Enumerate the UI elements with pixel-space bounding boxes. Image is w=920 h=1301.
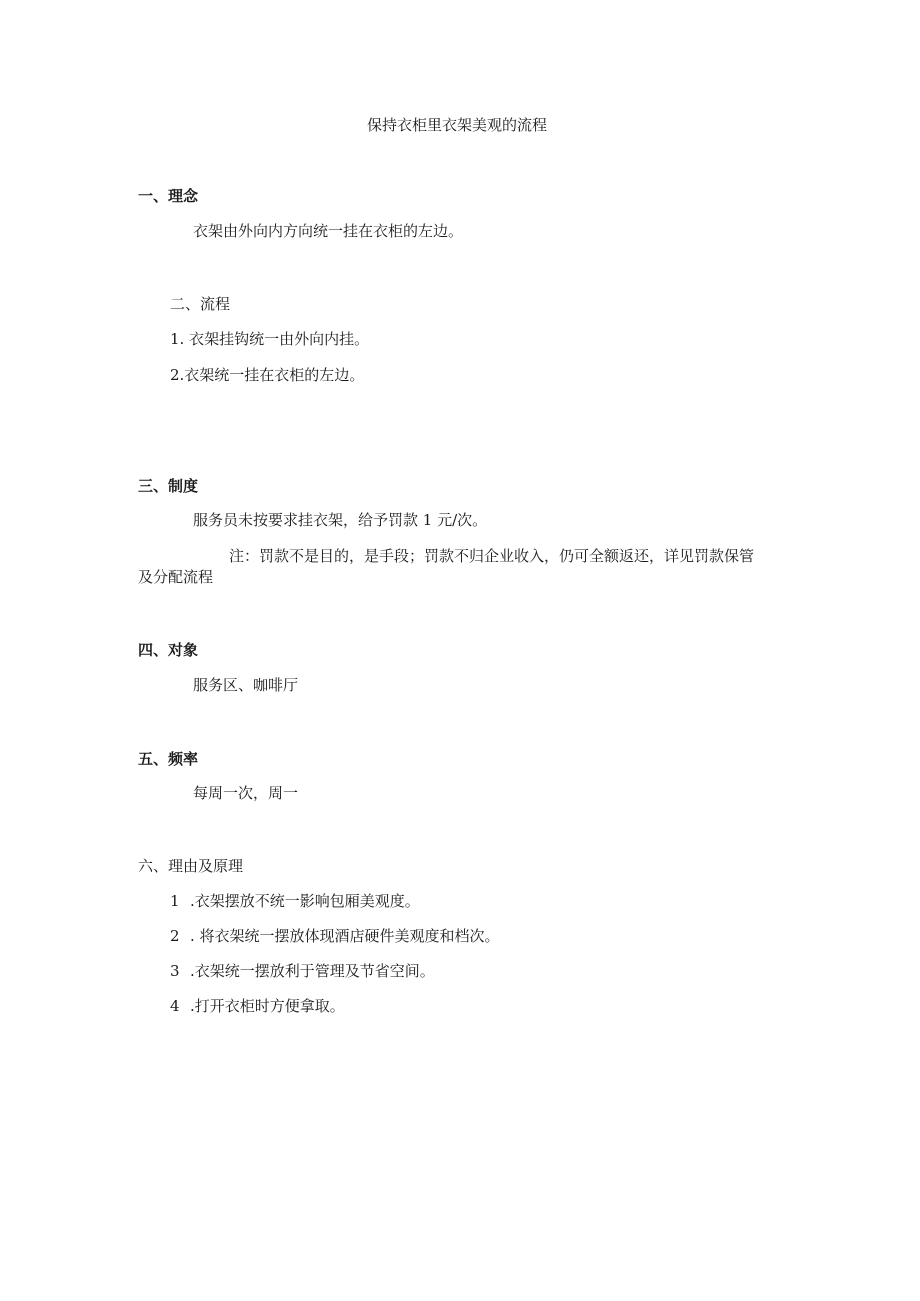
reasons-heading: 六、理由及原理 <box>138 857 244 875</box>
process-item: 2.衣架统一挂在衣柜的左边。 <box>170 366 365 384</box>
concept-text: 衣架由外向内方向统一挂在衣柜的左边。 <box>193 222 464 240</box>
reasons-item-number: 3 <box>170 962 180 980</box>
policy-note-line1: 注：罚款不是目的，是手段；罚款不归企业收入，仍可全额返还，详见罚款保管 <box>229 547 755 565</box>
target-text: 服务区、咖啡厅 <box>193 676 299 694</box>
target-heading: 四、对象 <box>138 641 199 659</box>
reasons-item <box>170 891 420 911</box>
reasons-item-text: .衣架统一摆放利于管理及节省空间。 <box>190 962 435 980</box>
policy-text: 服务员未按要求挂衣架，给予罚款 1 元/次。 <box>193 511 488 529</box>
reasons-item <box>170 996 345 1016</box>
process-item: 1. 衣架挂钩统一由外向内挂。 <box>170 330 370 348</box>
reasons-item-text: .打开衣柜时方便拿取。 <box>190 997 345 1015</box>
reasons-item-number: 4 <box>170 997 180 1015</box>
policy-heading: 三、制度 <box>138 477 199 495</box>
page-title: 保持衣柜里衣架美观的流程 <box>367 116 548 134</box>
frequency-heading: 五、频率 <box>138 750 199 768</box>
reasons-item-text: . 将衣架统一摆放体现酒店硬件美观度和档次。 <box>190 927 500 945</box>
reasons-item <box>170 961 435 981</box>
reasons-item-number: 1 <box>170 892 180 910</box>
reasons-item-number: 2 <box>170 927 180 945</box>
policy-note-line2: 及分配流程 <box>138 568 214 586</box>
concept-heading: 一、理念 <box>138 187 199 205</box>
frequency-text: 每周一次，周一 <box>193 784 299 802</box>
process-heading: 二、流程 <box>170 295 231 313</box>
reasons-item <box>170 926 500 946</box>
reasons-item-text: .衣架摆放不统一影响包厢美观度。 <box>190 892 420 910</box>
